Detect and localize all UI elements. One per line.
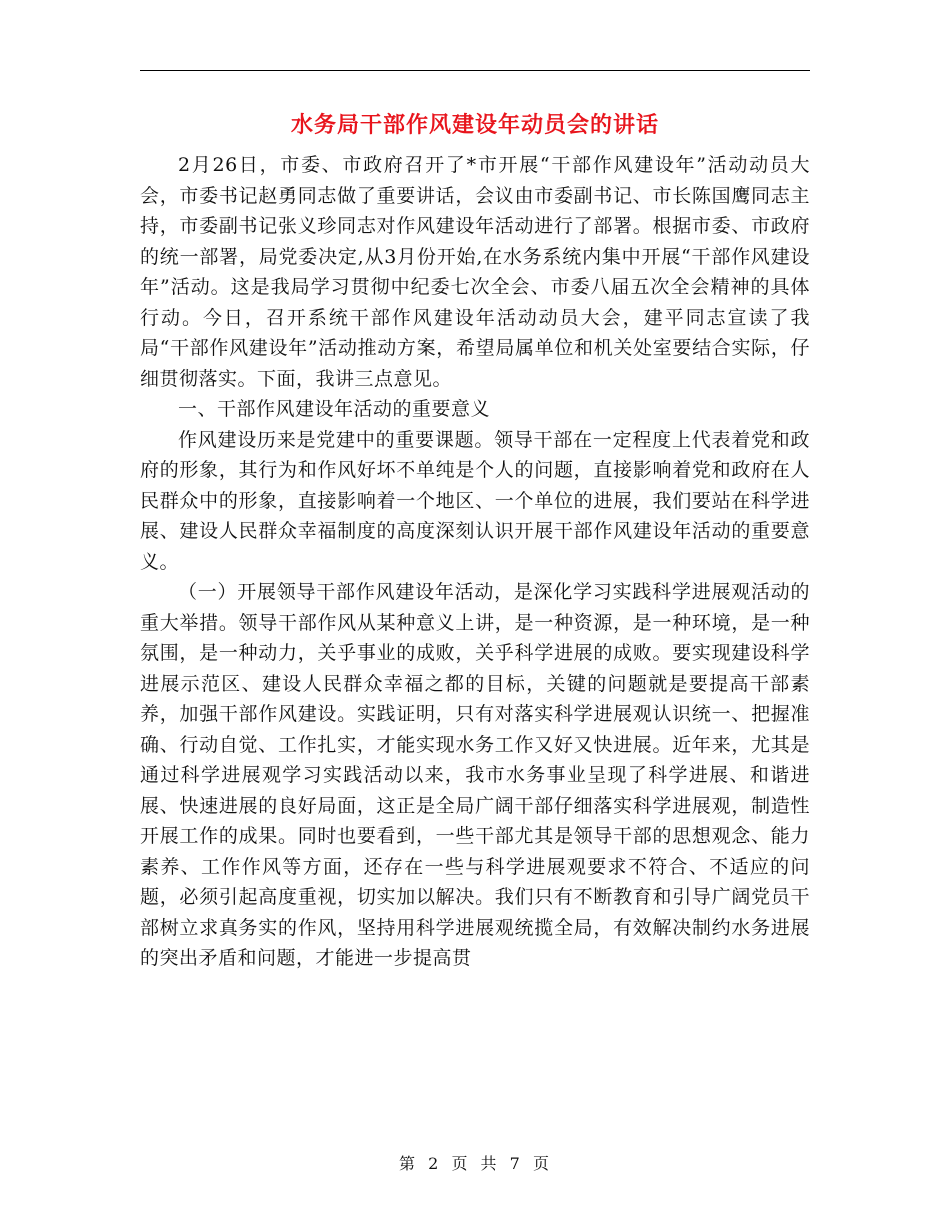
page-footer: [0, 1152, 950, 1176]
paragraph-section-1: 作风建设历来是党建中的重要课题。领导干部在一定程度上代表着党和政府的形象，其行为和作风好坏不单纯是个人的问题，直接影响着党和政府在人民群众中的形象，直接影响着一个地区、一个单位的进展，我们要站在科学进展、建设人民群众幸福制度的高度深刻认识开展干部作风建设年活动的重要意义。: [140, 428, 810, 573]
header-rule: [140, 70, 810, 71]
footer-total-unit: 页: [532, 1154, 551, 1173]
footer-page-current: 2: [428, 1154, 441, 1173]
paragraph-intro: 2月26日，市委、市政府召开了*市开展“干部作风建设年”活动动员大会，市委书记赵勇同志做了重要讲话，会议由市委副书记、市长陈国鹰同志主持，市委副书记张义珍同志对作风建设年活动进行了部署。根据市委、市政府的统一部署，局党委决定,从3月份开始,在水务系统内集中开展“干部作风建设年”活动。这是我局学习贯彻中纪委七次全会、市委八届五次全会精神的具体行动。今日，召开系统干部作风建设年活动动员大会，建平同志宣读了我局“干部作风建设年”活动推动方案，希望局属单位和机关处室要结合实际，仔细贯彻落实。下面，我讲三点意见。: [140, 154, 810, 390]
footer-page-total: 7: [509, 1154, 522, 1173]
footer-page-unit: 页: [451, 1154, 470, 1173]
document-title: 水务局干部作风建设年动员会的讲话: [290, 113, 659, 138]
footer-page-prefix: 第: [399, 1154, 418, 1173]
footer-total-prefix: 共: [480, 1154, 499, 1173]
section-heading-1: 一、干部作风建设年活动的重要意义: [178, 398, 491, 420]
document-body: [140, 150, 810, 974]
paragraph-subsection-1: （一）开展领导干部作风建设年活动，是深化学习实践科学进展观活动的重大举措。领导干部作风从某种意义上讲，是一种资源，是一种环境，是一种氛围，是一种动力，关乎事业的成败，关乎科学进展的成败。要实现建设科学进展示范区、建设人民群众幸福之都的目标，关键的问题就是要提高干部素养，加强干部作风建设。实践证明，只有对落实科学进展观认识统一、把握准确、行动自觉、工作扎实，才能实现水务工作又好又快进展。近年来，尤其是通过科学进展观学习实践活动以来，我市水务事业呈现了科学进展、和谐进展、快速进展的良好局面，这正是全局广阔干部仔细落实科学进展观，制造性开展工作的成果。同时也要看到，一些干部尤其是领导干部的思想观念、能力素养、工作作风等方面，还存在一些与科学进展观要求不符合、不适应的问题，必须引起高度重视，切实加以解决。我们只有不断教育和引导广阔党员干部树立求真务实的作风，坚持用科学进展观统揽全局，有效解决制约水务进展的突出矛盾和问题，才能进一步提高贯: [140, 581, 810, 969]
